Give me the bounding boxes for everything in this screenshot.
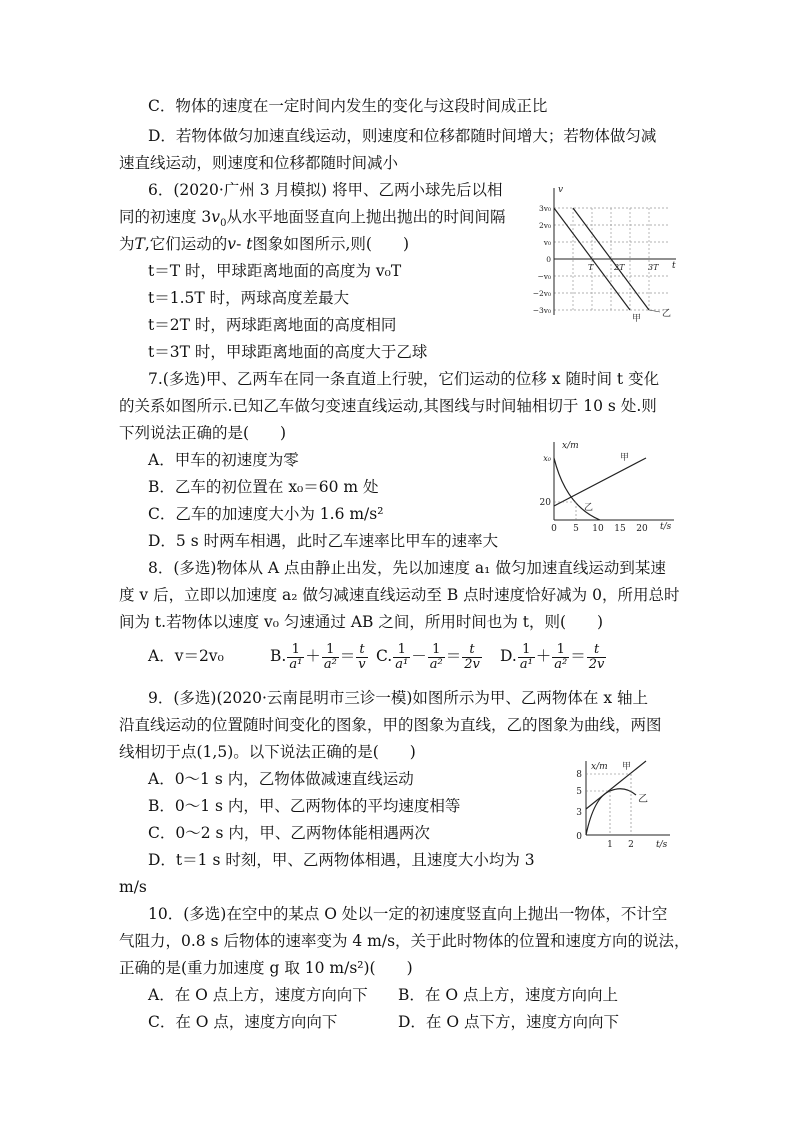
q9-label-yi: 乙 bbox=[638, 794, 648, 805]
q9-xt-graph bbox=[566, 757, 680, 853]
q6-option-d: t＝3T 时，甲球距离地面的高度大于乙球 bbox=[148, 343, 428, 361]
q7-xtick: 15 bbox=[614, 524, 626, 534]
q10-option-c: C．在 O 点，速度方向向下 bbox=[148, 1013, 338, 1031]
q6-x-label: t bbox=[672, 261, 676, 271]
q6-xtick: T bbox=[588, 263, 594, 272]
q6-option-b: t＝1.5T 时，两球高度差最大 bbox=[148, 289, 350, 307]
q5-option-d-line2: 速直线运动，则速度和位移都随时间减小 bbox=[119, 154, 399, 172]
q7-option-a: A．甲车的初速度为零 bbox=[148, 451, 299, 469]
q8-option-a: A．v＝2v₀ bbox=[148, 647, 224, 665]
q10-option-d: D．在 O 点下方，速度方向向下 bbox=[398, 1013, 619, 1031]
q6-ytick: v₀ bbox=[543, 238, 551, 247]
q7-option-c: C．乙车的加速度大小为 1.6 m/s² bbox=[148, 505, 384, 523]
q6-y-label: v bbox=[558, 185, 564, 195]
q6-stem-line3: 为T,它们运动的v- t图象如图所示,则( ) bbox=[119, 235, 409, 253]
q6-option-a: t＝T 时，甲球距离地面的高度为 v₀T bbox=[148, 262, 402, 280]
q9-label-jia: 甲 bbox=[622, 762, 632, 772]
q7-option-b: B．乙车的初位置在 x₀＝60 m 处 bbox=[148, 478, 379, 496]
q9-option-a: A．0～1 s 内，乙物体做减速直线运动 bbox=[148, 770, 414, 788]
q7-stem-line1: 7.(多选)甲、乙两车在同一条直道上行驶，它们运动的位移 x 随时间 t 变化 bbox=[148, 370, 660, 388]
q7-label-yi: 乙 bbox=[584, 503, 594, 513]
q9-y-label: x/m bbox=[591, 762, 608, 772]
q5-option-c: C．物体的速度在一定时间内发生的变化与这段时间成正比 bbox=[148, 97, 548, 115]
q6-ytick: −v₀ bbox=[537, 272, 551, 281]
q9-curve-yi bbox=[586, 789, 636, 835]
q6-ytick: 3v₀ bbox=[538, 204, 551, 213]
q7-curve-yi bbox=[554, 458, 600, 520]
q7-xtick: 0 bbox=[551, 524, 557, 534]
q7-stem-line2: 的关系如图所示.已知乙车做匀变速直线运动,其图线与时间轴相切于 10 s 处.则 bbox=[119, 397, 657, 415]
q7-y-label: x/m bbox=[562, 441, 579, 451]
q10-option-a: A．在 O 点上方，速度方向向下 bbox=[148, 986, 368, 1004]
q7-stem-line3: 下列说法正确的是( ) bbox=[119, 424, 287, 442]
q6-xtick: 3T bbox=[648, 263, 659, 272]
q8-stem-line3: 间为 t.若物体以速度 v₀ 匀速通过 AB 之间，所用时间也为 t，则( ) bbox=[119, 613, 604, 631]
q6-stem-line1: 6．(2020·广州 3 月模拟) 将甲、乙两小球先后以相 bbox=[148, 181, 503, 199]
q8-option-c: C. $\frac{1}{\text{a¹}}$ － $\frac{1}{\text{a²}}$ ＝ $\frac{t}{2v}$ bbox=[376, 641, 480, 672]
q7-x-label: t/s bbox=[660, 522, 672, 532]
q6-stem-line2: 同的初速度 $3v_0$从水平地面竖直向上抛出抛出的时间间隔 bbox=[119, 208, 506, 230]
q7-line-jia bbox=[554, 458, 646, 506]
q9-ytick: 5 bbox=[576, 787, 582, 797]
q10-option-b: B．在 O 点上方，速度方向向上 bbox=[398, 986, 618, 1004]
q6-option-c: t＝2T 时，两球距离地面的高度相同 bbox=[148, 316, 397, 334]
q9-option-b: B．0～1 s 内，甲、乙两物体的平均速度相等 bbox=[148, 797, 461, 815]
q10-stem-line2: 气阻力，0.8 s 后物体的速率变为 4 m/s，关于此时物体的位置和速度方向的说法， bbox=[119, 932, 690, 950]
q9-stem-line2: 沿直线运动的位置随时间变化的图象，甲的图象为直线，乙的图象为曲线，两图 bbox=[119, 716, 662, 734]
q7-ytick: x₀ bbox=[543, 454, 551, 463]
q8-option-b: B. $\frac{1}{\text{a¹}}$ ＋ $\frac{1}{\text{a²}}$ ＝ $\frac{t}{v}$ bbox=[270, 641, 366, 672]
q6-ytick: −2v₀ bbox=[532, 289, 551, 298]
q7-xtick: 5 bbox=[573, 524, 579, 534]
q6-ytick: 2v₀ bbox=[538, 221, 551, 230]
q9-ytick: 3 bbox=[576, 808, 582, 818]
q7-xtick: 20 bbox=[636, 524, 648, 534]
q9-ytick: 0 bbox=[576, 832, 582, 842]
q6-label-yi: 乙 bbox=[662, 309, 672, 319]
q7-label-jia: 甲 bbox=[620, 453, 630, 463]
q9-ytick: 8 bbox=[576, 770, 582, 780]
q10-stem-line3: 正确的是(重力加速度 g 取 10 m/s²)( ) bbox=[119, 959, 413, 977]
q9-option-c: C．0～2 s 内，甲、乙两物体能相遇两次 bbox=[148, 824, 430, 842]
q5-option-d-line1: D．若物体做匀加速直线运动，则速度和位移都随时间增大；若物体做匀减 bbox=[148, 127, 657, 145]
q8-stem-line1: 8．(多选)物体从 A 点由静止出发，先以加速度 a₁ 做匀加速直线运动到某速 bbox=[148, 559, 666, 577]
q9-xtick: 2 bbox=[628, 840, 634, 850]
q8-option-d: D. $\frac{1}{\text{a¹}}$ ＋ $\frac{1}{\text{a²}}$ ＝ $\frac{t}{2v}$ bbox=[500, 641, 605, 672]
q10-stem-line1: 10．(多选)在空中的某点 O 处以一定的初速度竖直向上抛出一物体，不计空 bbox=[148, 905, 668, 923]
q7-xt-graph bbox=[536, 438, 676, 534]
q7-xtick: 10 bbox=[592, 524, 604, 534]
q7-option-d: D．5 s 时两车相遇，此时乙车速率比甲车的速率大 bbox=[148, 532, 499, 550]
q9-stem-line1: 9．(多选)(2020·云南昆明市三诊一模)如图所示为甲、乙两物体在 x 轴上 bbox=[148, 689, 649, 707]
q6-ytick: −3v₀ bbox=[532, 306, 551, 315]
q9-option-d: D．t＝1 s 时刻，甲、乙两物体相遇，且速度大小均为 3 bbox=[148, 851, 535, 869]
q7-ytick: 20 bbox=[539, 498, 551, 508]
q9-xtick: 1 bbox=[607, 840, 613, 850]
q8-stem-line2: 度 v 后，立即以加速度 a₂ 做匀减速直线运动至 B 点时速度恰好减为 0，所用总时 bbox=[119, 586, 680, 604]
q6-xtick: 2T bbox=[614, 263, 625, 272]
q6-vt-graph bbox=[520, 180, 680, 322]
q6-label-jia: 甲 bbox=[632, 314, 642, 324]
q6-ytick: 0 bbox=[546, 255, 551, 264]
q9-x-label: t/s bbox=[656, 840, 668, 850]
q9-option-d-cont: m/s bbox=[119, 878, 147, 896]
q9-stem-line3: 线相切于点(1,5)。以下说法正确的是( ) bbox=[119, 743, 416, 761]
